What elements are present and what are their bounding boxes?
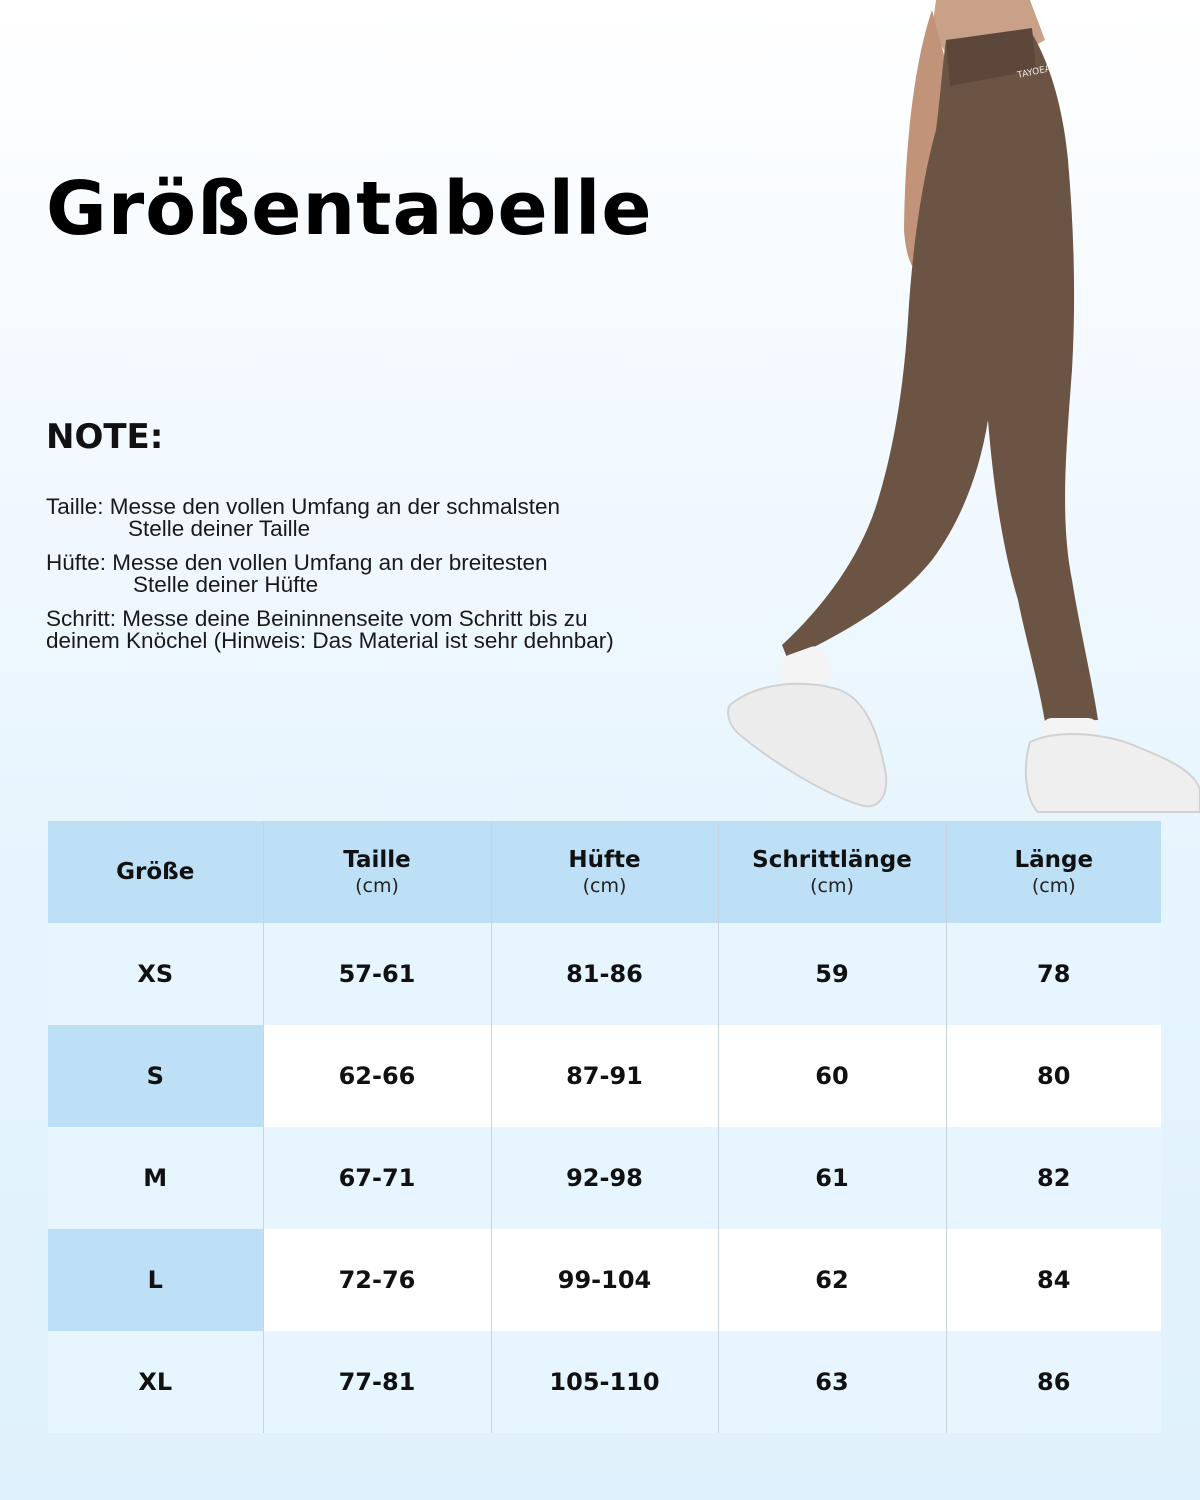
size-cell: M	[48, 1127, 263, 1229]
table-cell: 80	[946, 1025, 1161, 1127]
table-header-row	[48, 821, 1161, 923]
note-inseam	[46, 608, 776, 652]
measurement-notes	[46, 496, 776, 664]
table-cell: 92-98	[491, 1127, 718, 1229]
table-cell: 77-81	[263, 1331, 491, 1433]
size-cell: S	[48, 1025, 263, 1127]
table-cell: 78	[946, 923, 1161, 1025]
page-title: Größentabelle	[46, 166, 653, 252]
sneaker-shape	[1026, 734, 1200, 812]
table-row	[48, 1127, 1161, 1229]
column-header-waist	[263, 821, 491, 923]
sneaker-shape	[728, 684, 886, 806]
note-text: Messe den vollen Umfang an der breitesten	[112, 550, 548, 575]
column-header-length	[946, 821, 1161, 923]
table-cell: 86	[946, 1331, 1161, 1433]
header-label: Hüfte	[568, 847, 641, 873]
size-cell: XL	[48, 1331, 263, 1433]
table-cell: 87-91	[491, 1025, 718, 1127]
table-cell: 99-104	[491, 1229, 718, 1331]
size-cell: L	[48, 1229, 263, 1331]
note-heading: NOTE:	[46, 417, 164, 457]
size-cell: XS	[48, 923, 263, 1025]
table-row	[48, 1229, 1161, 1331]
note-text: Messe deine Beininnenseite vom Schritt bis zu	[122, 606, 588, 631]
table-cell: 81-86	[491, 923, 718, 1025]
note-term: Taille:	[46, 494, 104, 519]
header-unit: (cm)	[355, 875, 399, 897]
table-row	[48, 1331, 1161, 1433]
header-unit: (cm)	[582, 875, 627, 897]
table-cell: 84	[946, 1229, 1161, 1331]
note-text: Stelle deiner Taille	[128, 516, 311, 541]
note-waist	[46, 496, 776, 540]
header-unit: (cm)	[810, 875, 854, 897]
header-unit: (cm)	[1031, 875, 1076, 897]
table-cell: 105-110	[491, 1331, 718, 1433]
header-label: Schrittlänge	[752, 847, 912, 873]
header-label: Größe	[116, 859, 195, 885]
column-header-hip	[491, 821, 718, 923]
table-cell: 60	[718, 1025, 946, 1127]
size-table	[48, 821, 1161, 1433]
table-row	[48, 923, 1161, 1025]
note-text: deinem Knöchel (Hinweis: Das Material ist sehr dehnbar)	[46, 628, 614, 653]
table-cell: 82	[946, 1127, 1161, 1229]
leggings-shape	[782, 30, 1098, 722]
header-label: Länge	[1014, 847, 1094, 873]
table-cell: 63	[718, 1331, 946, 1433]
table-cell: 61	[718, 1127, 946, 1229]
note-term: Hüfte:	[46, 550, 107, 575]
column-header-size	[48, 821, 263, 923]
header-label: Taille	[343, 847, 411, 873]
column-header-inseam	[718, 821, 946, 923]
table-cell: 72-76	[263, 1229, 491, 1331]
model-leggings-image	[700, 0, 1200, 815]
note-text: Messe den vollen Umfang an der schmalsten	[109, 494, 561, 519]
note-text: Stelle deiner Hüfte	[133, 572, 319, 597]
note-hip	[46, 552, 776, 596]
table-row	[48, 1025, 1161, 1127]
table-cell: 62-66	[263, 1025, 491, 1127]
table-cell: 57-61	[263, 923, 491, 1025]
table-cell: 67-71	[263, 1127, 491, 1229]
table-cell: 59	[718, 923, 946, 1025]
note-term: Schritt:	[46, 606, 117, 631]
brand-label: TAYOEA	[1016, 64, 1053, 81]
table-cell: 62	[718, 1229, 946, 1331]
